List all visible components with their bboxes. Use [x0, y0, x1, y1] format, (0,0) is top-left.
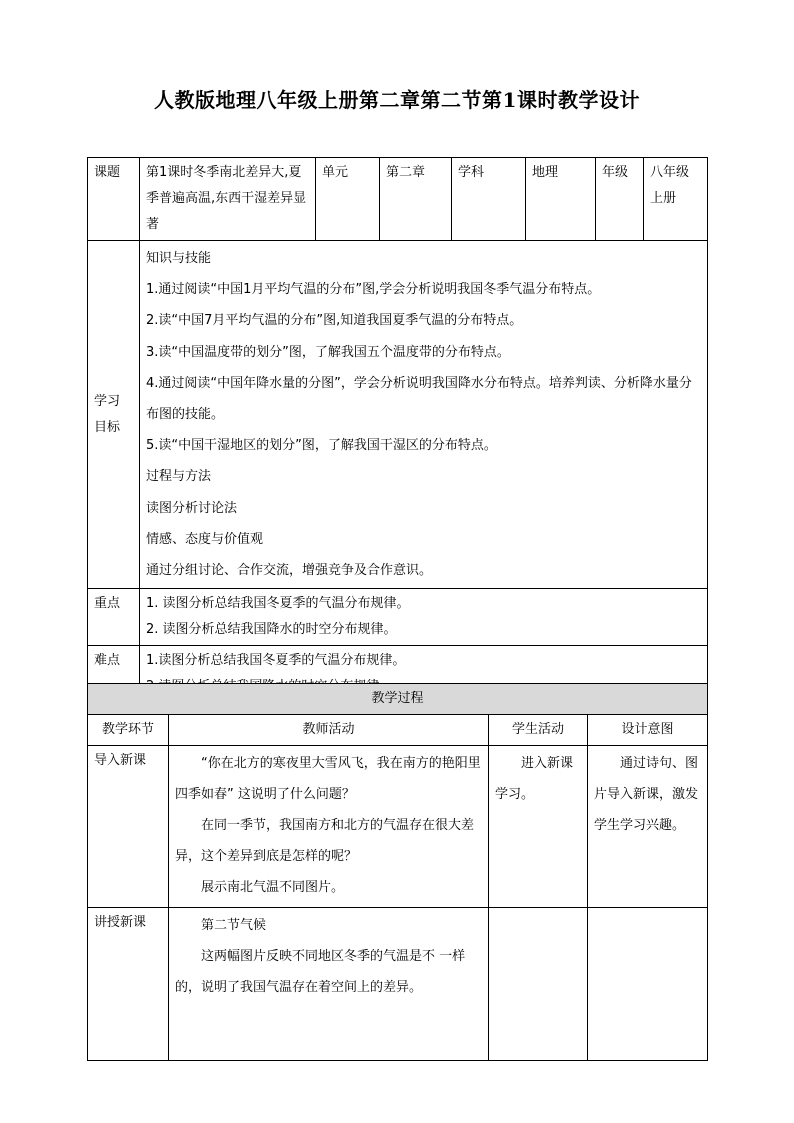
objectives-label-text: 学习目标	[94, 393, 121, 435]
teacher-activity-line: 这两幅图片反映不同地区冬季的气温是不 一样的，说明了我国气温存在着空间上的差异。	[175, 949, 466, 995]
objective-line: 过程与方法	[146, 469, 212, 485]
subject-value: 地理	[526, 158, 596, 241]
objective-line: 2.读“中国7月平均气温的分布”图,知道我国夏季气温的分布特点。	[146, 313, 523, 329]
design-intent-cell	[588, 908, 708, 1061]
design-intent-cell: 通过诗句、图片导入新课，激发学生学习兴趣。	[588, 746, 708, 908]
objective-line: 4.通过阅读“中国年降水量的分图”，学会分析说明我国降水分布特点。培养判读、分析降水量分布图的技能。	[146, 375, 692, 423]
lesson-info-table	[87, 157, 708, 703]
unit-value: 第二章	[380, 158, 452, 241]
key-points-label: 重点	[88, 589, 140, 646]
page-title: 人教版地理八年级上册第二章第二节第1课时教学设计	[154, 88, 640, 112]
teacher-activity-line: “你在北方的寒夜里大雪风飞，我在南方的艳阳里四季如春” 这说明了什么问题？	[175, 756, 481, 802]
stage-cell: 导入新课	[88, 746, 169, 908]
grade-label: 年级	[596, 158, 644, 241]
student-activity-cell: 进入新课学习。	[489, 746, 588, 908]
objectives-content	[140, 241, 708, 589]
objective-line: 3.读“中国温度带的划分”图，了解我国五个温度带的分布特点。	[146, 344, 510, 360]
grade-value: 八年级上册	[644, 158, 708, 241]
key-point-line: 2. 读图分析总结我国降水的时空分布规律。	[146, 622, 397, 638]
key-points-content	[140, 589, 708, 646]
objective-line: 1.通过阅读“中国1月平均气温的分布”图,学会分析说明我国冬季气温分布特点。	[146, 282, 601, 298]
unit-label: 单元	[316, 158, 380, 241]
table-row	[88, 746, 708, 908]
objective-line: 5.读“中国干湿地区的划分”图，了解我国干湿区的分布特点。	[146, 438, 497, 454]
table-row	[88, 908, 708, 1061]
objective-line: 通过分组讨论、合作交流，增强竞争及合作意识。	[146, 563, 433, 579]
difficulties-label: 难点	[88, 646, 140, 703]
column-header: 学生活动	[489, 715, 588, 746]
process-heading: 教学过程	[88, 684, 708, 715]
objective-line: 情感、态度与价值观	[146, 531, 264, 547]
objective-line: 知识与技能	[146, 251, 212, 266]
key-point-line: 1. 读图分析总结我国冬夏季的气温分布规律。	[146, 596, 410, 612]
column-header: 设计意图	[588, 715, 708, 746]
teacher-activity-line: 展示南北气温不同图片。	[201, 880, 345, 895]
objective-line: 读图分析讨论法	[146, 500, 238, 516]
stage-cell: 讲授新课	[88, 908, 169, 1061]
student-activity-cell	[489, 908, 588, 1061]
teacher-activity-cell	[169, 746, 489, 908]
topic-value: 第1课时冬季南北差异大,夏季普遍高温,东西干湿差异显著	[140, 158, 316, 241]
teacher-activity-cell	[169, 908, 489, 1061]
difficulty-line: 1.读图分析总结我国冬夏季的气温分布规律。	[146, 653, 406, 669]
column-header: 教学环节	[88, 715, 169, 746]
teacher-activity-line: 在同一季节，我国南方和北方的气温存在很大差异，这个差异到底是怎样的呢？	[175, 818, 475, 864]
objectives-label	[88, 241, 140, 589]
teaching-process-table	[87, 683, 708, 1061]
topic-label: 课题	[88, 158, 140, 241]
teacher-activity-line: 第二节气候	[201, 918, 267, 933]
subject-label: 学科	[452, 158, 526, 241]
column-header: 教师活动	[169, 715, 489, 746]
